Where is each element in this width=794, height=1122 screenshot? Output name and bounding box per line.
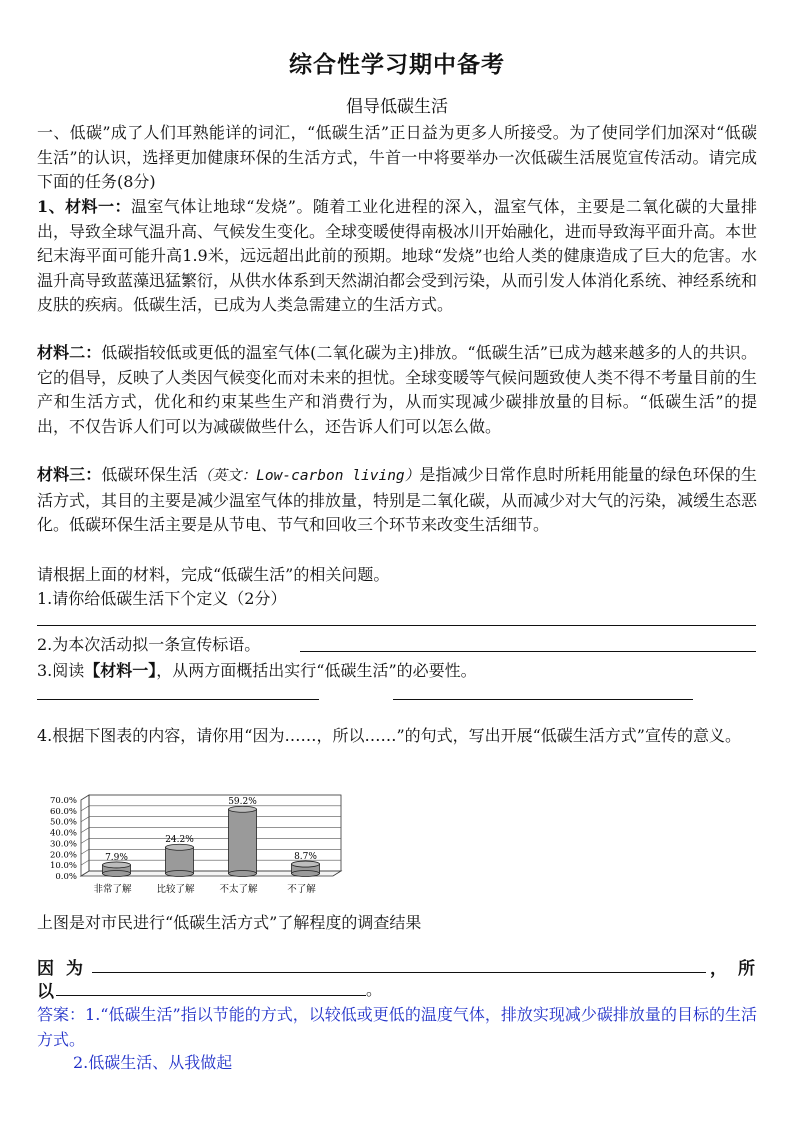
category-label: 不了解 bbox=[287, 884, 316, 894]
y-tick-label: 0.0% bbox=[55, 872, 77, 882]
answer-line-q3-b[interactable] bbox=[393, 699, 693, 700]
material-three-label: 材料三： bbox=[37, 465, 102, 484]
data-label: 24.2% bbox=[165, 835, 194, 846]
chart-gridline bbox=[81, 817, 341, 822]
material-two bbox=[37, 341, 757, 439]
y-tick-label: 10.0% bbox=[49, 861, 77, 872]
answer-one-label: 答案：1. bbox=[37, 1005, 101, 1024]
bar bbox=[229, 809, 257, 873]
answer-line-because[interactable] bbox=[92, 972, 706, 973]
y-tick-label: 40.0% bbox=[49, 828, 77, 839]
question-1: 1.请你给低碳生活下个定义（2分） bbox=[37, 589, 287, 608]
bar-base bbox=[229, 871, 257, 877]
answer-line-q2[interactable] bbox=[300, 651, 756, 652]
question-3-suffix: ，从两方面概括出实行“低碳生活”的必要性。 bbox=[156, 661, 477, 680]
y-tick-label: 50.0% bbox=[49, 817, 77, 828]
material-one bbox=[37, 195, 757, 318]
category-label: 非常了解 bbox=[93, 884, 132, 894]
y-tick-label: 20.0% bbox=[49, 850, 77, 861]
material-three-text-b: 是指减少日常作息时所耗用能量的绿色环保的生活方式，其目的主要是减少温室气体的排放量，特别是二氧化碳，从而减少对大气的污染，减缓生态恶化。低碳环保生活主要是从节电、节气和回收三个环节来改变生活细节。 bbox=[37, 465, 758, 534]
material-two-text: 低碳指较低或更低的温室气体(二氧化碳为主)排放。“低碳生活”已成为越来越多的人的共识。它的倡导，反映了人类因气候变化而对未来的担忧。全球变暖等气候问题致使人类不得不考量目前的生产和生活方式，优化和约束某些生产和消费行为，从而实现减少碳排放量的目标。“低碳生活”的提出，不仅告诉人们可以为减碳做些什么，还告诉人们可以怎么做。 bbox=[37, 343, 758, 436]
data-label: 7.9% bbox=[105, 852, 128, 863]
answer-line-q3-a[interactable] bbox=[37, 699, 319, 700]
question-3 bbox=[37, 658, 477, 681]
material-three-english: （英文：Low-carbon living） bbox=[197, 468, 420, 484]
answer-line-q1[interactable] bbox=[37, 625, 756, 626]
chart-side-wall bbox=[81, 795, 89, 876]
y-tick-label: 60.0% bbox=[49, 806, 77, 817]
chart-caption: 上图是对市民进行“低碳生活方式”了解程度的调查结果 bbox=[37, 913, 422, 932]
y-tick-label: 30.0% bbox=[49, 839, 77, 850]
because-label: 因 为 bbox=[37, 959, 83, 979]
question-3-prefix: 3.阅读 bbox=[37, 661, 85, 680]
so-period: 。 bbox=[366, 980, 383, 999]
category-label: 不太了解 bbox=[219, 884, 258, 894]
bar-base bbox=[103, 871, 131, 877]
intro-paragraph: 一、低碳”成了人们耳熟能详的词汇，“低碳生活”正日益为更多人所接受。为了使同学们加深对“低碳生活”的认识，选择更加健康环保的生活方式，牛首一中将要举办一次低碳生活展览宣传活动。请完成下面的任务(8分) bbox=[37, 123, 757, 191]
answer-one-text: “低碳生活”指以节能的方式，以较低或更低的温度气体，排放实现减少碳排放量的目标的生活方式。 bbox=[37, 1005, 757, 1049]
answer-two: 2.低碳生活、从我做起 bbox=[73, 1053, 233, 1072]
survey-bar-chart bbox=[37, 788, 357, 894]
chart-gridline bbox=[81, 795, 341, 800]
so-label-first: 所 bbox=[738, 959, 755, 979]
answer-one bbox=[37, 1003, 757, 1052]
y-tick-label: 70.0% bbox=[49, 796, 77, 806]
so-label-second: 以 bbox=[37, 982, 54, 1002]
bar bbox=[166, 847, 194, 873]
bar-base bbox=[292, 871, 320, 877]
chart-gridline bbox=[81, 828, 341, 833]
page-subtitle: 倡导低碳生活 bbox=[346, 97, 448, 117]
page-title: 综合性学习期中备考 bbox=[289, 51, 505, 78]
chart-gridline bbox=[81, 838, 341, 843]
data-label: 59.2% bbox=[228, 797, 257, 808]
material-two-label: 材料二： bbox=[37, 343, 102, 362]
material-one-text: 温室气体让地球“发烧”。随着工业化进程的深入，温室气体，主要是二氧化碳的大量排出，导致全球气温升高、气候发生变化。全球变暖使得南极冰川开始融化，进而导致海平面升高。本世纪末海平面可能升高1.9米，远远超出此前的预期。地球“发烧”也给人类的健康造成了巨大的危害。水温升高导致蓝藻迅猛繁衍，从供水体系到天然湖泊都会受到污染，从而引发人体消化系统、神经系统和皮肤的疾病。低碳生活，已成为人类急需建立的生活方式。 bbox=[37, 197, 758, 314]
because-comma: ， bbox=[710, 959, 727, 979]
answer-line-so[interactable] bbox=[56, 995, 366, 996]
category-label: 比较了解 bbox=[156, 884, 195, 894]
data-label: 8.7% bbox=[294, 852, 317, 863]
material-three-text-a: 低碳环保生活 bbox=[101, 465, 198, 484]
material-three bbox=[37, 463, 757, 538]
question-4: 4.根据下图表的内容，请你用“因为……，所以……”的句式，写出开展“低碳生活方式”宣传的意义。 bbox=[37, 726, 741, 745]
chart-gridline bbox=[81, 806, 341, 811]
material-one-label: 1、材料一： bbox=[37, 197, 131, 216]
instruction-text: 请根据上面的材料，完成“低碳生活”的相关问题。 bbox=[37, 565, 390, 584]
question-2: 2.为本次活动拟一条宣传标语。 bbox=[37, 635, 261, 654]
bar-base bbox=[166, 871, 194, 877]
question-3-bold: 【材料一】 bbox=[84, 661, 157, 680]
